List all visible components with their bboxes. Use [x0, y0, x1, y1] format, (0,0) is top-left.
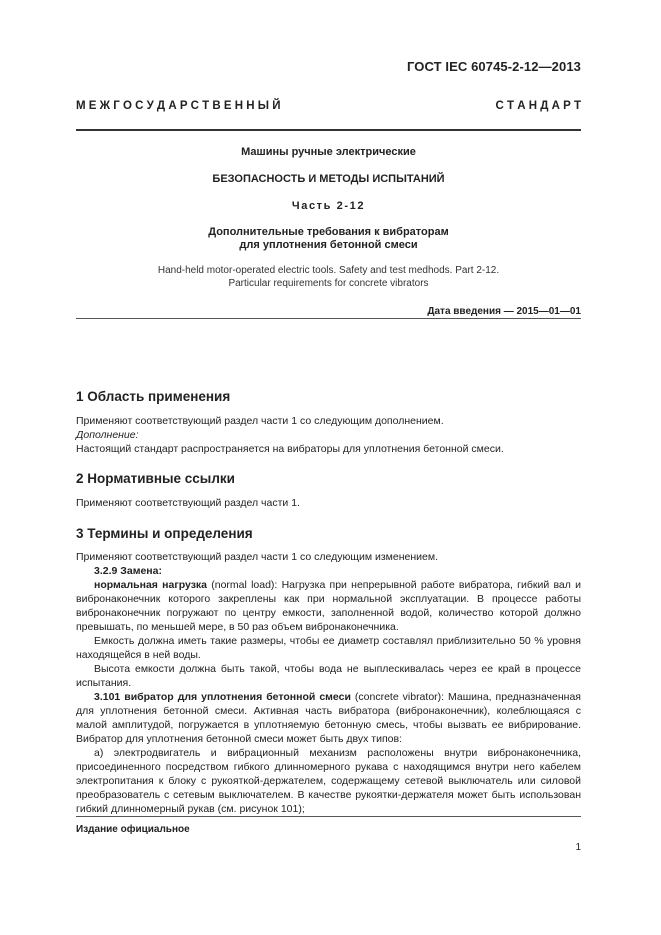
header-rule	[76, 129, 581, 131]
term-normal-load-label: нормальная нагрузка	[94, 579, 208, 591]
standard-number: ГОСТ IEC 60745-2-12—2013	[406, 59, 581, 74]
interstate-standard-banner	[76, 100, 581, 112]
container-height-paragraph: Высота емкости должна быть такой, чтобы вода не выплескивалась через ее край в процессе испытания.	[76, 663, 581, 689]
banner-word-interstate: М Е Ж Г О С У Д А Р С Т В Е Н Н Ы Й	[76, 100, 281, 112]
title-additional-line-1: Дополнительные требования к вибраторам	[208, 226, 449, 238]
section-2-body	[76, 496, 581, 510]
title-safety: БЕЗОПАСНОСТЬ И МЕТОДЫ ИСПЫТАНИЙ	[212, 173, 445, 185]
footer-rule	[76, 816, 581, 817]
title-english-line-1: Hand-held motor-operated electric tools. Safety and test medhods. Part 2-12.	[157, 265, 500, 276]
section-1-heading: 1 Область применения	[76, 389, 231, 404]
term-normal-load	[76, 578, 581, 634]
title-english	[76, 264, 581, 290]
introduction-date: Дата введения — 2015—01—01	[427, 306, 581, 317]
section-2-paragraph: Применяют соответствующий раздел части 1.	[76, 497, 300, 509]
term-normal-load-definition: (normal load): Нагрузка при непрерывной работе вибратора, гибкий вал и вибронаконечник которого закреплены как при нормальной эксплуатации. В процессе работы вибронаконечник погружают по центру емкости, заполненной водой, количество которой должно превышать, по меньшей мере, в 50 раз объем вибронаконечника.	[76, 579, 581, 633]
banner-word-standard: С Т А Н Д А Р Т	[495, 100, 581, 112]
date-rule	[76, 318, 581, 319]
clause-3-2-9-heading: 3.2.9 Замена:	[94, 565, 162, 577]
page-number: 1	[575, 842, 581, 853]
list-item-a: а) электродвигатель и вибрационный механизм расположены внутри вибронаконечника, присоединенного посредством гибкого длинномерного рукава с находящимся внутри него кабелем электропитания к блоку с рукояткой-держателем, содержащему сетевой выключатель или силовой преобразователь с сетевым выключателем. В качестве рукоятки-держателя может быть использован гибкий длинномерный рукав (см. рисунок 101);	[76, 747, 581, 815]
official-edition-label: Издание официальное	[76, 824, 190, 835]
term-concrete-vibrator	[76, 690, 581, 746]
section-1-paragraph: Применяют соответствующий раздел части 1 со следующим дополнением.	[76, 415, 444, 427]
container-size-paragraph: Емкость должна иметь такие размеры, чтобы ее диаметр составлял приблизительно 50 % уровня находящейся в ней воды.	[76, 635, 581, 661]
title-main: Машины ручные электрические	[241, 146, 416, 158]
title-additional-line-2: для уплотнения бетонной смеси	[239, 239, 418, 251]
title-additional	[76, 226, 581, 252]
section-1-body	[76, 414, 581, 456]
section-1-scope-text: Настоящий стандарт распространяется на вибраторы для уплотнения бетонной смеси.	[76, 443, 504, 455]
term-concrete-vibrator-label: 3.101 вибратор для уплотнения бетонной смеси	[94, 691, 351, 703]
section-3-body	[76, 550, 581, 816]
section-1-addition-label: Дополнение:	[76, 429, 139, 441]
title-part: Часть 2-12	[291, 200, 366, 212]
section-3-intro: Применяют соответствующий раздел части 1 со следующим изменением.	[76, 551, 438, 563]
section-3-heading: 3 Термины и определения	[76, 526, 253, 541]
title-english-line-2: Particular requirements for concrete vibrators	[228, 278, 429, 289]
term-concrete-vibrator-definition: (concrete vibrator): Машина, предназначенная для уплотнения бетонной смеси. Активная часть вибратора (вибронаконечник), колеблющаяся с малой амплитудой, погружается в уплотняемую бетонную смесь, чтобы вызвать ее вибрирование. Вибратор для уплотнения бетонной смеси может быть двух типов:	[76, 691, 581, 745]
section-2-heading: 2 Нормативные ссылки	[76, 471, 235, 486]
